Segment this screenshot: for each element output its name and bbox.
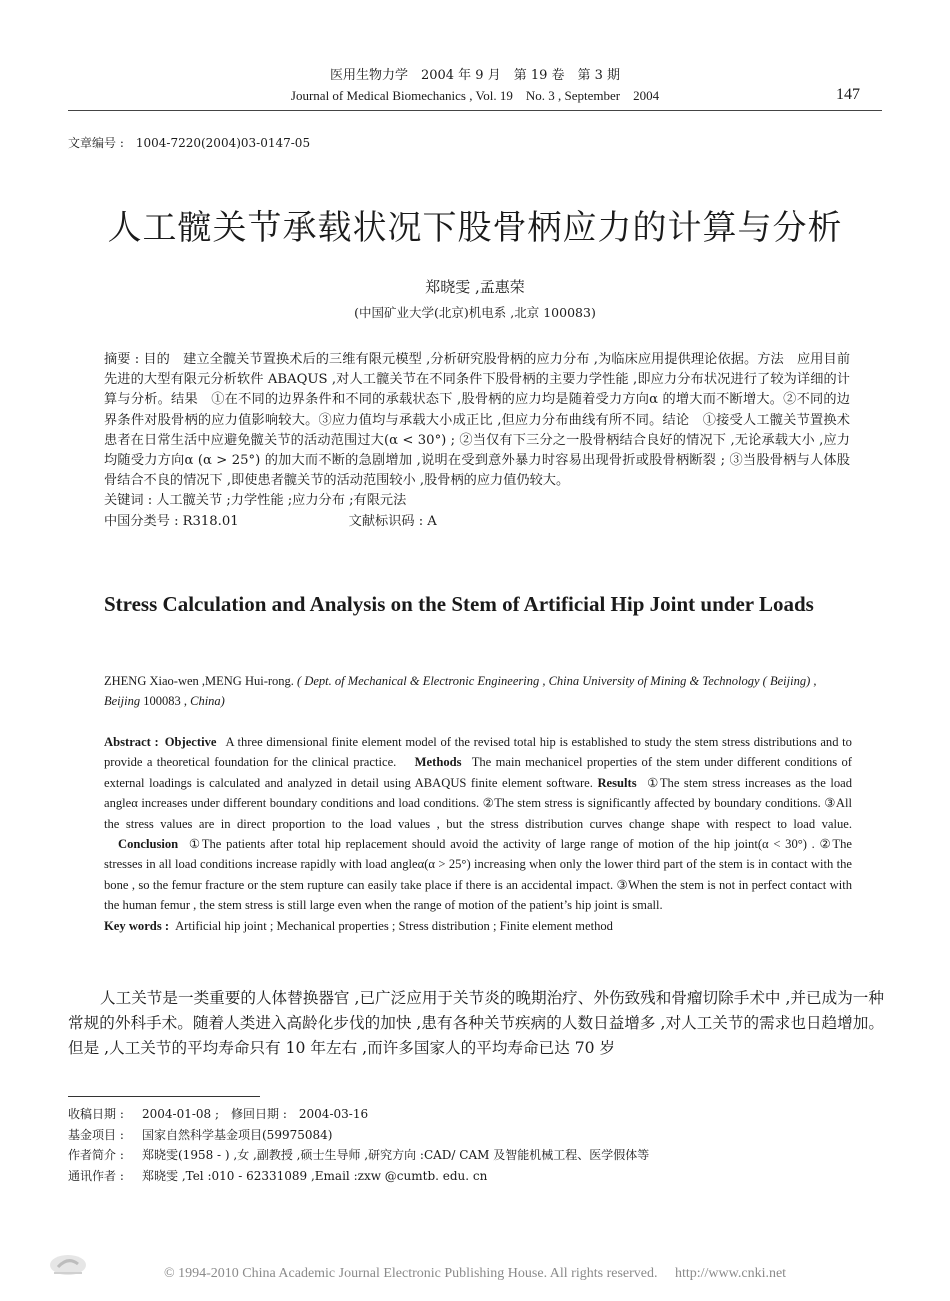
authors-en-names: ZHENG Xiao-wen ,MENG Hui-rong — [104, 674, 291, 688]
keywords-zh-text: 人工髋关节 ;力学性能 ;应力分布 ;有限元法 — [156, 493, 407, 509]
methods-label: Methods — [414, 755, 462, 770]
header-journal-zh: 医用生物力学 2004 年 9 月 第 19 卷 第 3 期 — [329, 68, 621, 83]
authors-en-postcode: 100083 , — [143, 694, 187, 708]
doc-code-label: 文献标识码 : — [348, 513, 424, 529]
keywords-en-label: Key words : — [104, 918, 170, 933]
footnote-label: 基金项目 : — [68, 1127, 124, 1142]
conclusion-text: ①The patients after total hip replacement should avoid the activity of large range of motion of the hip joint(α < 30°) . ②The stresses in all load conditions increase rapidly with load angleα(α > 25°) increasing when only the lower third part of the stem is in contact with the bone , so the femur fracture or the stem rupture can easily take place if there is an accidental impact. ③When the stem is not in perfect contact with the human femur , the stem stress is still large even when the range of motion of the patient’s hip joint is small. — [104, 837, 852, 913]
keywords-chinese — [104, 491, 850, 511]
keywords-english — [104, 916, 852, 936]
footnote-value: 2004-01-08 ; 修回日期 : 2004-03-16 — [142, 1107, 369, 1121]
classification-value: R318.01 — [182, 513, 239, 529]
footnote-label: 作者简介 : — [68, 1148, 124, 1162]
footnotes — [68, 1104, 884, 1186]
footnote-label: 通讯作者 : — [68, 1168, 124, 1183]
authors-en-affiliation: ( Dept. of Mechanical & Electronic Engineering , China University of Mining & Technology ( Beijing) , Beijing — [104, 674, 817, 708]
classification-label: 中国分类号 : — [104, 513, 179, 529]
keywords-en-text: Artificial hip joint ; Mechanical properties ; Stress distribution ; Finite element method — [175, 918, 613, 933]
authors-english: ZHENG Xiao-wen ,MENG Hui-rong. ( Dept. of Mechanical & Electronic Engineering , China University of Mining & Technology ( Beijing) , Beijing 100083 , China) — [104, 674, 817, 708]
footnote-rule — [68, 1096, 260, 1097]
body-paragraph: 人工关节是一类重要的人体替换器官 ,已广泛应用于关节炎的晚期治疗、外伤致残和骨瘤切除手术中 ,并已成为一种常规的外科手术。随着人类进入高龄化步伐的加快 ,患有各种关节疾病的人数日益增多 ,对人工关节的需求也日趋增加。但是 ,人工关节的平均寿命只有 10 年左右 ,而许多国家人的平均寿命已达 70 岁 — [68, 989, 884, 1057]
abstract-english-block — [104, 732, 852, 936]
header-rule — [68, 110, 882, 111]
results-label: Results — [597, 775, 637, 790]
footnote-received — [68, 1104, 884, 1125]
footnote-funding — [68, 1125, 884, 1146]
footnote-value: 郑晓雯(1958 - ) ,女 ,副教授 ,硕士生导师 ,研究方向 :CAD/ CAM 及智能机械工程、医学假体等 — [142, 1148, 650, 1162]
results-text: ①The stem stress increases as the load angleα increases under different boundary conditions and load conditions. ②The stem stress is significantly affected by boundary conditions. ③All the stress values are in direct proportion to the load values , but the stress distribution curves change shape with respect to load value. — [104, 775, 853, 831]
abstract-zh-text: 目的 建立全髋关节置换术后的三维有限元模型 ,分析研究股骨柄的应力分布 ,为临床应用提供理论依据。方法 应用目前先进的大型有限元分析软件 ABAQUS ,对人工髋关节在不同条件下股骨柄的主要力学性能 ,即应力分布状况进行了较为详细的计算与分析。结果 ①在不同的边界条件和不同的承载状态下 ,股骨柄的应力均是随着受力方向α 的增大而不断增大。②不同的边界条件对股骨柄的应力值影响较大。③应力值均与承载大小成正比 ,但应力分布曲线有所不同。结论 ①接受人工髋关节置换术患者在日常生活中应避免髋关节的活动范围过大(α < 30°) ; ②当仅有下三分之一股骨柄结合良好的情况下 ,无论承载大小 ,应力均随受力方向α (α > 25°) 的加大而不断的急剧增加 ,说明在受到意外暴力时容易出现骨折或股骨柄断裂 ; ③当股骨柄与人体股骨结合不良的情况下 ,即使患者髋关节的活动范围较小 ,股骨柄的应力值仍较大。 — [104, 352, 851, 489]
running-header — [0, 66, 950, 106]
conclusion-label: Conclusion — [118, 837, 179, 852]
copyright-watermark: © 1994-2010 China Academic Journal Electronic Publishing House. All rights reserved. http://www.cnki.net — [163, 1266, 787, 1281]
article-number: 文章编号 : 1004-7220(2004)03-0147-05 — [68, 136, 311, 150]
header-journal-en: Journal of Medical Biomechanics , Vol. 19 No. 3 , September 2004 — [290, 88, 660, 103]
page-number: 147 — [836, 86, 860, 103]
objective-text: A three dimensional finite element model of the revised total hip is established to study the stem stress distributions and to provide a theoretical foundation for the clinical practice. — [104, 735, 852, 770]
abstract-chinese-block — [104, 350, 850, 532]
footnote-value: 国家自然科学基金项目(59975084) — [142, 1127, 333, 1142]
abstract-en-label: Abstract : — [104, 735, 159, 749]
footnote-correspondence — [68, 1166, 884, 1187]
footnote-author-bio — [68, 1145, 884, 1166]
authors-chinese: 郑晓雯 ,孟惠荣 — [425, 278, 525, 296]
footnote-label: 收稿日期 : — [68, 1107, 124, 1121]
footnote-value: 郑晓雯 ,Tel :010 - 62331089 ,Email :zxw @cumtb. edu. cn — [142, 1168, 488, 1183]
objective-label: Objective — [164, 735, 217, 749]
abstract-zh-label: 摘要 : — [104, 352, 140, 367]
abstract-english — [104, 732, 852, 916]
abstract-chinese — [104, 350, 850, 491]
doc-code-value: A — [427, 513, 437, 529]
authors-en-country: China) — [190, 694, 225, 708]
title-chinese: 人工髋关节承载状况下股骨柄应力的计算与分析 — [107, 208, 843, 248]
title-english: Stress Calculation and Analysis on the Stem of Artificial Hip Joint under Loads — [104, 592, 814, 616]
methods-text: The main mechanicel properties of the stem under different conditions of external loadings is calculated and analyzed in detail using ABAQUS finite element software. — [104, 755, 853, 790]
affiliation-chinese: (中国矿业大学(北京)机电系 ,北京 100083) — [354, 305, 596, 320]
classification-line — [104, 512, 850, 532]
keywords-zh-label: 关键词 : — [104, 493, 153, 509]
